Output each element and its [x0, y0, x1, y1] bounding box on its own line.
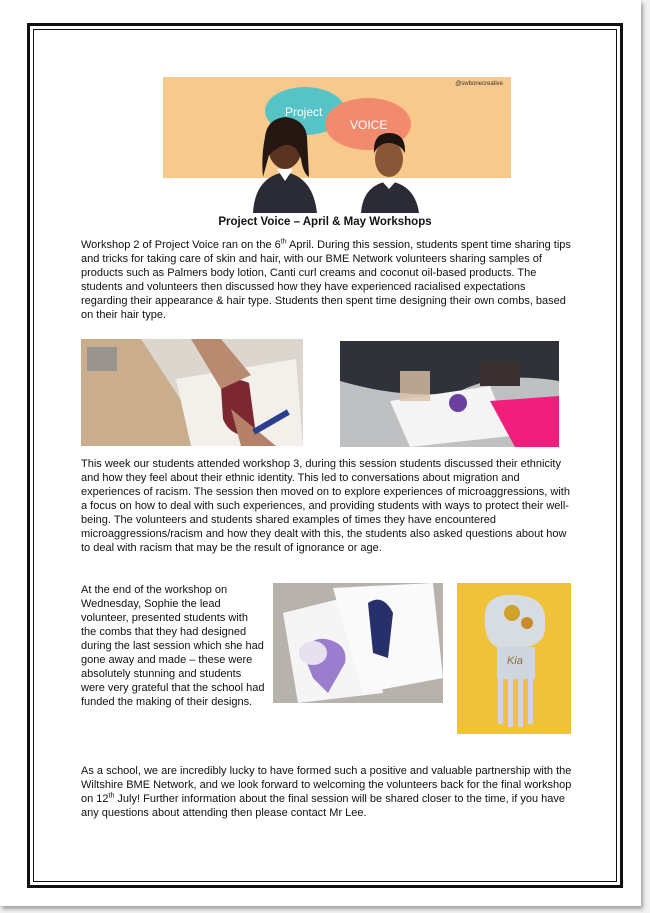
para4-superscript: th	[108, 792, 115, 800]
page-title: Project Voice – April & May Workshops	[218, 216, 432, 228]
paragraph-workshop-2	[81, 238, 575, 322]
paragraph-partnership	[81, 764, 575, 820]
photo-students-designing	[340, 341, 559, 447]
photo-comb-drawing	[81, 339, 303, 446]
photo-comb-drawing-illustration	[81, 339, 303, 446]
paragraph-workshop-3: This week our students attended workshop 3, during this session students discussed their ethnicity and how they feel about their ethnic identity. This led to conversations about migration and experiences of racism. The session then moved on to explore experiences of microaggressions, with a focus on how to deal with such experiences, and providing students with ways to protect their well-being. The volunteers and students shared examples of times they have encountered microaggressions/racism and how they dealt with this, the students also asked questions about how to deal with racism that may be the result of ignorance or age.	[81, 458, 570, 554]
para1-superscript: th	[280, 238, 287, 246]
para4-text-end: July! Further information about the final session will be shared closer to the time, if you have any questions about attending then please contact Mr Lee.	[81, 793, 565, 819]
para1-text-end: April. During this session, students spent time sharing tips and tricks for taking care of skin and hair, with our BME Network volunteers sharing samples of products such as Palmers body lotion, Canti curl creams and coconut oil-based products. The students and volunteers then discussed how they have experienced racialised expectations regarding their appearance & hair type. Students then spent time designing their own combs, based on their hair type.	[81, 239, 571, 321]
banner-watermark: @swbonecreative	[455, 81, 503, 87]
bubble-label-project: Project	[285, 105, 323, 119]
comb-name-engraving: Kia	[507, 655, 523, 667]
photo-comb-designs	[273, 583, 443, 703]
photo-students-designing-illustration	[340, 341, 559, 447]
para1-text-start: Workshop 2 of Project Voice ran on the 6	[81, 239, 281, 251]
bubble-label-voice: VOICE	[350, 118, 388, 132]
banner-illustration	[163, 77, 511, 213]
photo-comb-designs-illustration	[273, 583, 443, 703]
para4-text-start: As a school, we are incredibly lucky to have formed such a positive and valuable partnership with the Wiltshire BME Network, and we look forward to welcoming the volunteers back for the final workshop on 12	[81, 765, 572, 805]
paragraph-combs-presented: At the end of the workshop on Wednesday, Sophie the lead volunteer, presented students with the combs that they had designed during the last session which she had gone away and made – these were absolutely stunning and students were very grateful that the school had funded the making of their designs.	[81, 584, 265, 708]
photo-decorated-comb	[457, 583, 571, 734]
project-voice-banner	[163, 77, 511, 213]
